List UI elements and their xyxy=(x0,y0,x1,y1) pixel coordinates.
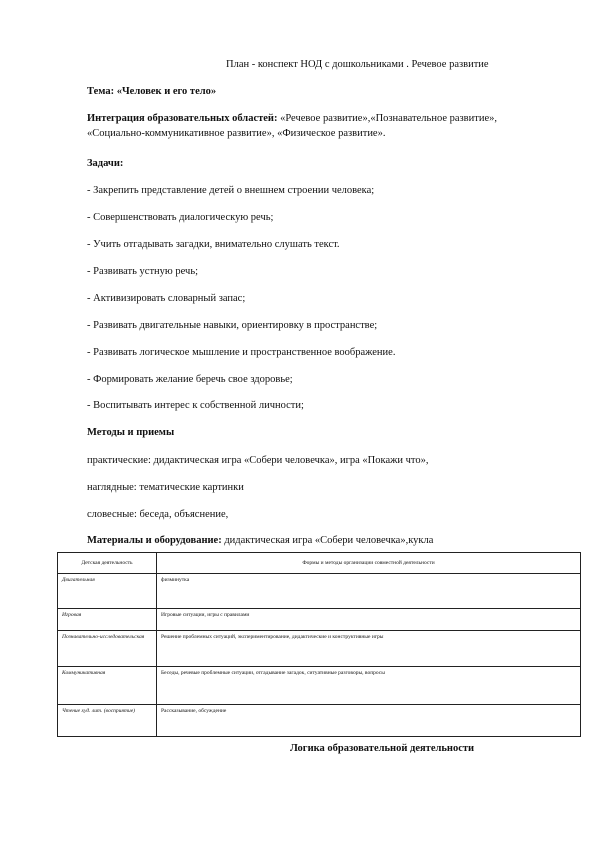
task-item: - Развивать устную речь; xyxy=(87,266,199,277)
table-row xyxy=(58,705,581,737)
activity-forms-cell: физминутка xyxy=(157,574,581,609)
table-row xyxy=(58,609,581,631)
methods-verbal: словесные: беседа, объяснение, xyxy=(87,509,229,520)
activity-type-cell: Игровая xyxy=(58,609,157,631)
methods-visual: наглядные: тематические картинки xyxy=(87,482,244,493)
activity-type-cell: Чтение худ. лит. (восприятие) xyxy=(58,705,157,737)
integration-label: Интеграция образовательных областей: xyxy=(87,113,278,124)
methods-heading: Методы и приемы xyxy=(87,427,175,438)
activity-forms-cell: Рассказывание, обсуждение xyxy=(157,705,581,737)
task-item: - Учить отгадывать загадки, внимательно слушать текст. xyxy=(87,239,340,250)
task-item: - Активизировать словарный запас; xyxy=(87,293,246,304)
integration-line-1 xyxy=(87,112,497,125)
integration-line-2: «Социально-коммуникативное развитие», «Физическое развитие». xyxy=(87,128,386,139)
activity-type-cell: Познавательно-исследовательская xyxy=(58,631,157,667)
activity-table xyxy=(57,552,581,737)
table-row xyxy=(58,574,581,609)
table-header-cell: Детская деятельность xyxy=(58,553,157,574)
materials-label: Материалы и оборудование: xyxy=(87,535,222,546)
table-header-row xyxy=(58,553,581,574)
task-item: - Формировать желание беречь свое здоровье; xyxy=(87,374,293,385)
materials-text: дидактическая игра «Собери человечка»,кукла xyxy=(221,535,434,546)
table-row xyxy=(58,631,581,667)
activity-type-cell: Коммуникативная xyxy=(58,667,157,705)
activity-forms-cell: Игровые ситуации, игры с правилами xyxy=(157,609,581,631)
task-item: - Совершенствовать диалогическую речь; xyxy=(87,212,274,223)
table-row xyxy=(58,667,581,705)
task-item: - Развивать логическое мышление и пространственное воображение. xyxy=(87,347,396,358)
activity-forms-cell: Беседы, речевые проблемные ситуации, отгадывание загадок, ситуативные разговоры, вопросы xyxy=(157,667,581,705)
methods-practical: практические: дидактическая игра «Собери человечка», игра «Покажи что», xyxy=(87,455,429,466)
document-title: План - конспект НОД с дошкольниками . Речевое развитие xyxy=(226,59,489,70)
theme-line: Тема: «Человек и его тело» xyxy=(87,86,217,97)
task-item: - Развивать двигательные навыки, ориентировку в пространстве; xyxy=(87,320,378,331)
integration-text-1: «Речевое развитие»,«Познавательное развитие», xyxy=(277,113,497,124)
task-item: - Закрепить представление детей о внешнем строении человека; xyxy=(87,185,375,196)
materials-line xyxy=(87,534,433,547)
activity-forms-cell: Решение проблемных ситуаций, экспериментирование, дидактические и конструктивные игры xyxy=(157,631,581,667)
tasks-heading: Задачи: xyxy=(87,158,124,169)
task-item: - Воспитывать интерес к собственной личности; xyxy=(87,400,304,411)
table-header-cell: Формы и методы организации совместной деятельности xyxy=(157,553,581,574)
activity-type-cell: Двигательная xyxy=(58,574,157,609)
section-heading: Логика образовательной деятельности xyxy=(290,743,475,754)
